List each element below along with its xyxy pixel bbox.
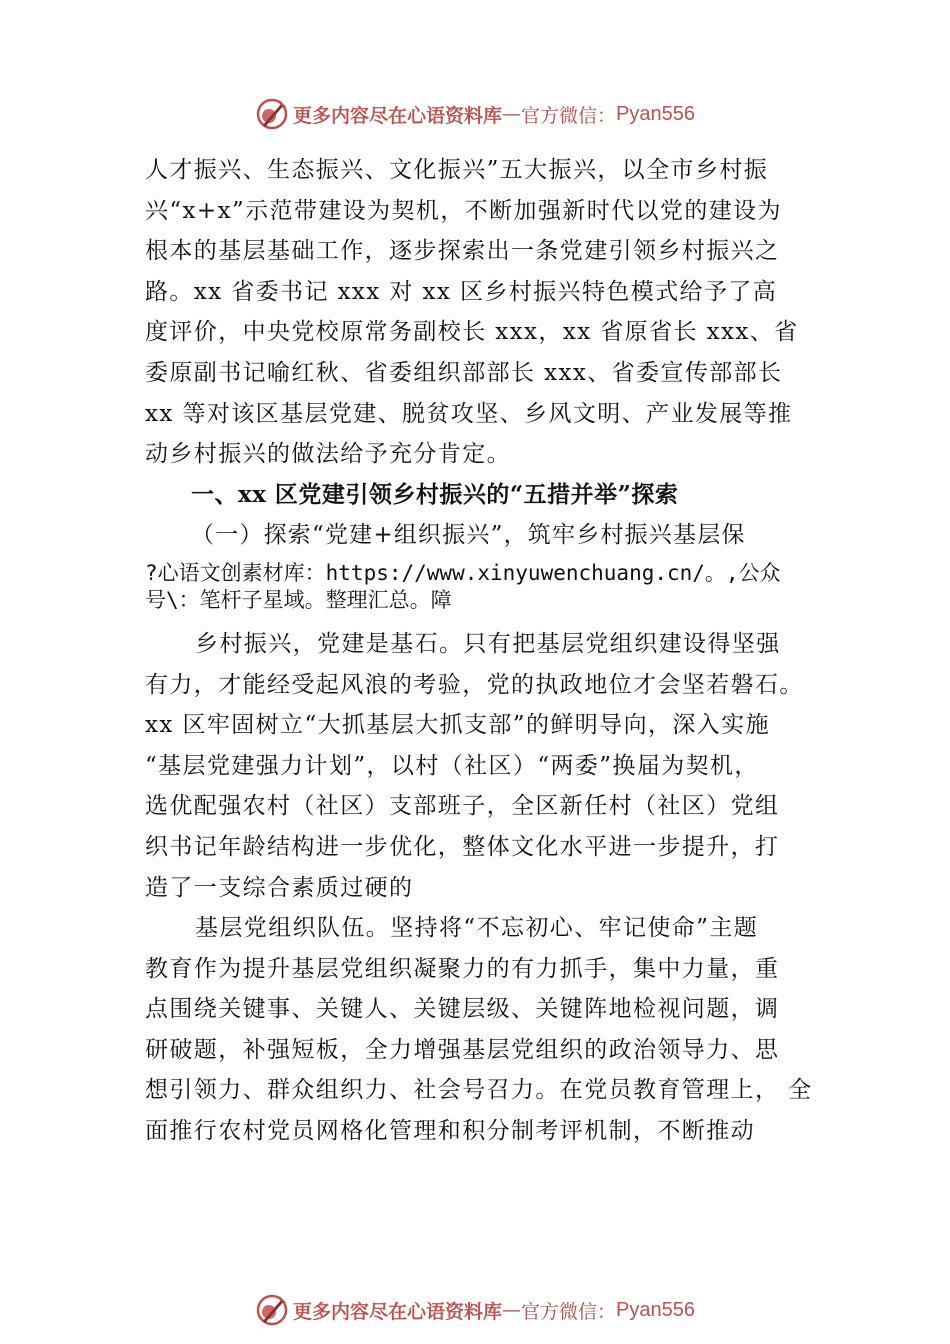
text-line: 基层党组织队伍。坚持将“不忘初心、牢记使命”主题 <box>195 915 759 942</box>
body-paragraph <box>145 624 813 908</box>
intro-paragraph <box>145 150 813 475</box>
banner-brand-text: 更多内容尽在心语资料库 <box>293 104 503 127</box>
text-line: 造了一支综合素质过硬的 <box>145 874 414 901</box>
text-line: “基层党建强力计划”，以村（社区）“两委”换届为契机， <box>145 752 759 779</box>
text-line: 度评价，中央党校原常务副校长 xxx，xx 省原省长 xxx、省 <box>145 319 799 346</box>
text-line: 教育作为提升基层党组织凝聚力的有力抓手，集中力量，重 <box>145 955 780 982</box>
banner-dash: — <box>502 103 522 125</box>
text-line: 动乡村振兴的做法给予充分肯定。 <box>145 441 511 468</box>
source-note-line: ?心语文创素材库：https://www.xinyuwenchuang.cn/。,公众 <box>145 560 781 585</box>
text-line: 根本的基层基础工作，逐步探索出一条党建引领乡村振兴之 <box>145 238 780 265</box>
text-line: xx 等对该区基层党建、脱贫攻坚、乡风文明、产业发展等推 <box>145 400 793 427</box>
subsection-heading: （一）探索“党建+组织振兴”，筑牢乡村振兴基层保 <box>191 522 746 549</box>
banner-dash: — <box>502 1299 522 1321</box>
document-body <box>145 150 813 1152</box>
banner-wechat-label: 官方微信： <box>521 1300 617 1323</box>
text-line: 想引领力、群众组织力、社会号召力。在党员教育管理上， 全 <box>145 1077 813 1104</box>
text-line: 路。xx 省委书记 xxx 对 xx 区乡村振兴特色模式给予了高 <box>145 278 778 305</box>
text-line: 兴“x+x”示范带建设为契机，不断加强新时代以党的建设为 <box>145 197 782 224</box>
text-line: 研破题，补强短板，全力增强基层党组织的政治领导力、思 <box>145 1036 780 1063</box>
section-heading: 一、xx 区党建引领乡村振兴的“五措并举”探索 <box>191 480 679 508</box>
header-banner <box>0 94 950 134</box>
text-line: 人才振兴、生态振兴、文化振兴”五大振兴，以全市乡村振 <box>145 157 769 183</box>
pen-seal-logo-icon <box>255 97 289 131</box>
text-line: xx 区牢固树立“大抓基层大抓支部”的鲜明导向，深入实施 <box>145 712 770 739</box>
text-line: 有力，才能经受起风浪的考验，党的执政地位才会坚若磐石。 <box>145 671 804 698</box>
banner-wechat-account: Pyan556 <box>616 102 695 125</box>
banner-brand-text: 更多内容尽在心语资料库 <box>293 1300 503 1323</box>
text-line: 选优配强农村（社区）支部班子，全区新任村（社区）党组 <box>145 793 780 820</box>
source-note-line: 号\：笔杆子星域。整理汇总。障 <box>145 587 452 612</box>
banner-wechat-account: Pyan556 <box>616 1298 695 1321</box>
footer-banner <box>0 1290 950 1330</box>
body-paragraph <box>145 908 813 1152</box>
source-note <box>145 560 813 614</box>
banner-wechat-label: 官方微信： <box>521 104 617 127</box>
text-line: 乡村振兴，党建是基石。只有把基层党组织建设得坚强 <box>195 630 781 657</box>
text-line: 点围绕关键事、关键人、关键层级、关键阵地检视问题，调 <box>145 996 780 1023</box>
text-line: 织书记年龄结构进一步优化，整体文化水平进一步提升，打 <box>145 833 780 860</box>
text-line: 委原副书记喻红秋、省委组织部部长 xxx、省委宣传部部长 <box>145 359 783 386</box>
pen-seal-logo-icon <box>255 1293 289 1327</box>
text-line: 面推行农村党员网格化管理和积分制考评机制，不断推动 <box>145 1118 755 1145</box>
